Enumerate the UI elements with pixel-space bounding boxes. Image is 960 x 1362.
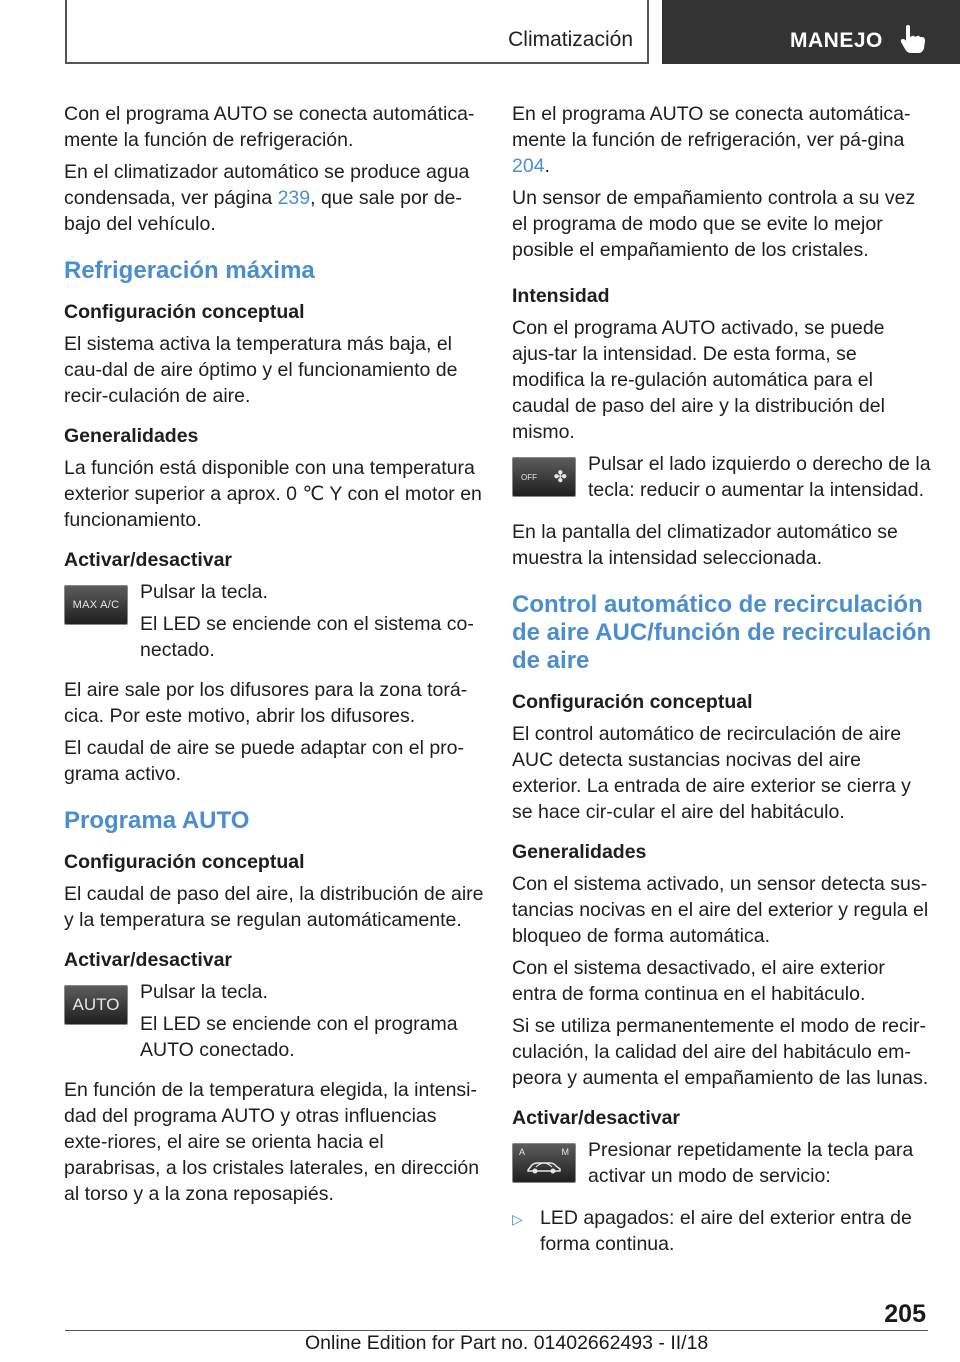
paragraph: Con el programa AUTO se conecta automática-mente la función de refrigeración. — [64, 103, 475, 151]
intensity-button-image: OFF ✤ — [512, 457, 576, 497]
page-link[interactable]: 239 — [277, 187, 311, 209]
subheading: Activar/desactivar — [64, 549, 233, 571]
bullet-triangle-icon: ▷ — [512, 1211, 523, 1227]
paragraph: Presionar repetidamente la tecla para activar un modo de servicio: — [588, 1139, 914, 1187]
subheading: Activar/desactivar — [512, 1107, 681, 1129]
subheading: Activar/desactivar — [64, 949, 233, 971]
auto-button-image: AUTO — [64, 985, 128, 1025]
paragraph: Pulsar la tecla. — [140, 581, 268, 603]
footer-divider — [65, 1330, 928, 1331]
intensity-key-row — [512, 451, 932, 511]
paragraph: El control automático de recirculación de aire AUC detecta sustancias nocivas del aire exterior. La entrada de aire exterior se cierra y se hace cir-cular el aire del habitáculo. — [512, 723, 911, 823]
paragraph: Pulsar el lado izquierdo o derecho de la tecla: reducir o aumentar la intensidad. — [588, 453, 931, 501]
pointing-hand-icon — [900, 24, 926, 54]
paragraph: El sistema activa la temperatura más baja, el cau-dal de aire óptimo y el funcionamiento de recir-culación de aire. — [64, 333, 458, 407]
subheading: Intensidad — [512, 285, 610, 307]
recirculation-key-row — [512, 1137, 932, 1197]
paragraph: El caudal de paso del aire, la distribución de aire y la temperatura se regulan automáticamente. — [64, 883, 484, 931]
subheading: Generalidades — [64, 425, 199, 447]
paragraph: Pulsar la tecla. — [140, 981, 268, 1003]
right-column — [512, 101, 932, 1263]
subheading: Generalidades — [512, 841, 647, 863]
subheading: Configuración conceptual — [64, 301, 305, 323]
page-link[interactable]: 204 — [512, 155, 545, 177]
page-number: 205 — [884, 1300, 926, 1328]
subheading: Configuración conceptual — [64, 851, 305, 873]
header-section-box — [65, 0, 649, 64]
left-column — [64, 101, 484, 1213]
paragraph: En la pantalla del climatizador automático se muestra la intensidad seleccionada. — [512, 521, 898, 569]
footer-edition: Online Edition for Part no. 01402662493 - II/18 — [305, 1332, 709, 1354]
paragraph: El LED se enciende con el sistema co-nectado. — [140, 613, 474, 661]
list-item: ▷ LED apagados: el aire del exterior entra de forma continua. — [512, 1207, 912, 1255]
paragraph: Con el sistema desactivado, el aire exterior entra de forma continua en el habitáculo. — [512, 957, 885, 1005]
fan-icon: ✤ — [553, 469, 567, 486]
paragraph: Con el programa AUTO activado, se puede ajus-tar la intensidad. De esta forma, se modifica la re-gulación automática para el caudal de paso del aire y la distribución del mismo. — [512, 317, 885, 443]
subheading: Configuración conceptual — [512, 691, 753, 713]
heading-auc: Control automático de recirculación de aire AUC/función de recirculación de aire — [512, 591, 932, 674]
paragraph: En el climatizador automático se produce agua condensada, ver página 239, que sale por de-bajo del vehículo. — [64, 161, 470, 235]
recirculation-button-image: A M — [512, 1143, 576, 1183]
paragraph: El LED se enciende con el programa AUTO conectado. — [140, 1013, 458, 1061]
header-chapter-box — [662, 0, 960, 64]
paragraph: Si se utiliza permanentemente el modo de recir-culación, la calidad del aire del habitáculo em-peora y aumenta el empañamiento de las lunas. — [512, 1015, 929, 1089]
paragraph: Con el sistema activado, un sensor detecta sus-tancias nocivas en el aire del exterior y regula el bloqueo de forma automática. — [512, 873, 929, 947]
paragraph: Un sensor de empañamiento controla a su vez el programa de modo que se evite lo mejor posible el empañamiento de los cristales. — [512, 187, 916, 261]
paragraph: El caudal de aire se puede adaptar con el pro-grama activo. — [64, 737, 465, 785]
heading-auto-program: Programa AUTO — [64, 807, 250, 834]
paragraph: En el programa AUTO se conecta automática-mente la función de refrigeración, ver pá-gina 204. — [512, 103, 911, 177]
chapter-title: MANEJO — [790, 29, 883, 52]
paragraph: La función está disponible con una temperatura exterior superior a aprox. 0 ℃ Y con el motor en funcionamiento. — [64, 457, 482, 531]
max-ac-button-image: MAX A/C — [64, 585, 128, 625]
paragraph: El aire sale por los difusores para la zona torá-cica. Por este motivo, abrir los difusores. — [64, 679, 468, 727]
auto-key-row — [64, 979, 484, 1063]
heading-max-cooling: Refrigeración máxima — [64, 257, 315, 284]
section-title: Climatización — [508, 28, 633, 51]
paragraph: En función de la temperatura elegida, la intensi-dad del programa AUTO y otras influencias exte-riores, el aire se orienta hacia el parabrisas, a los cristales laterales, en dirección al torso y a la zona reposapiés. — [64, 1079, 480, 1205]
max-ac-key-row — [64, 579, 484, 663]
car-recirculation-icon — [524, 1157, 564, 1175]
